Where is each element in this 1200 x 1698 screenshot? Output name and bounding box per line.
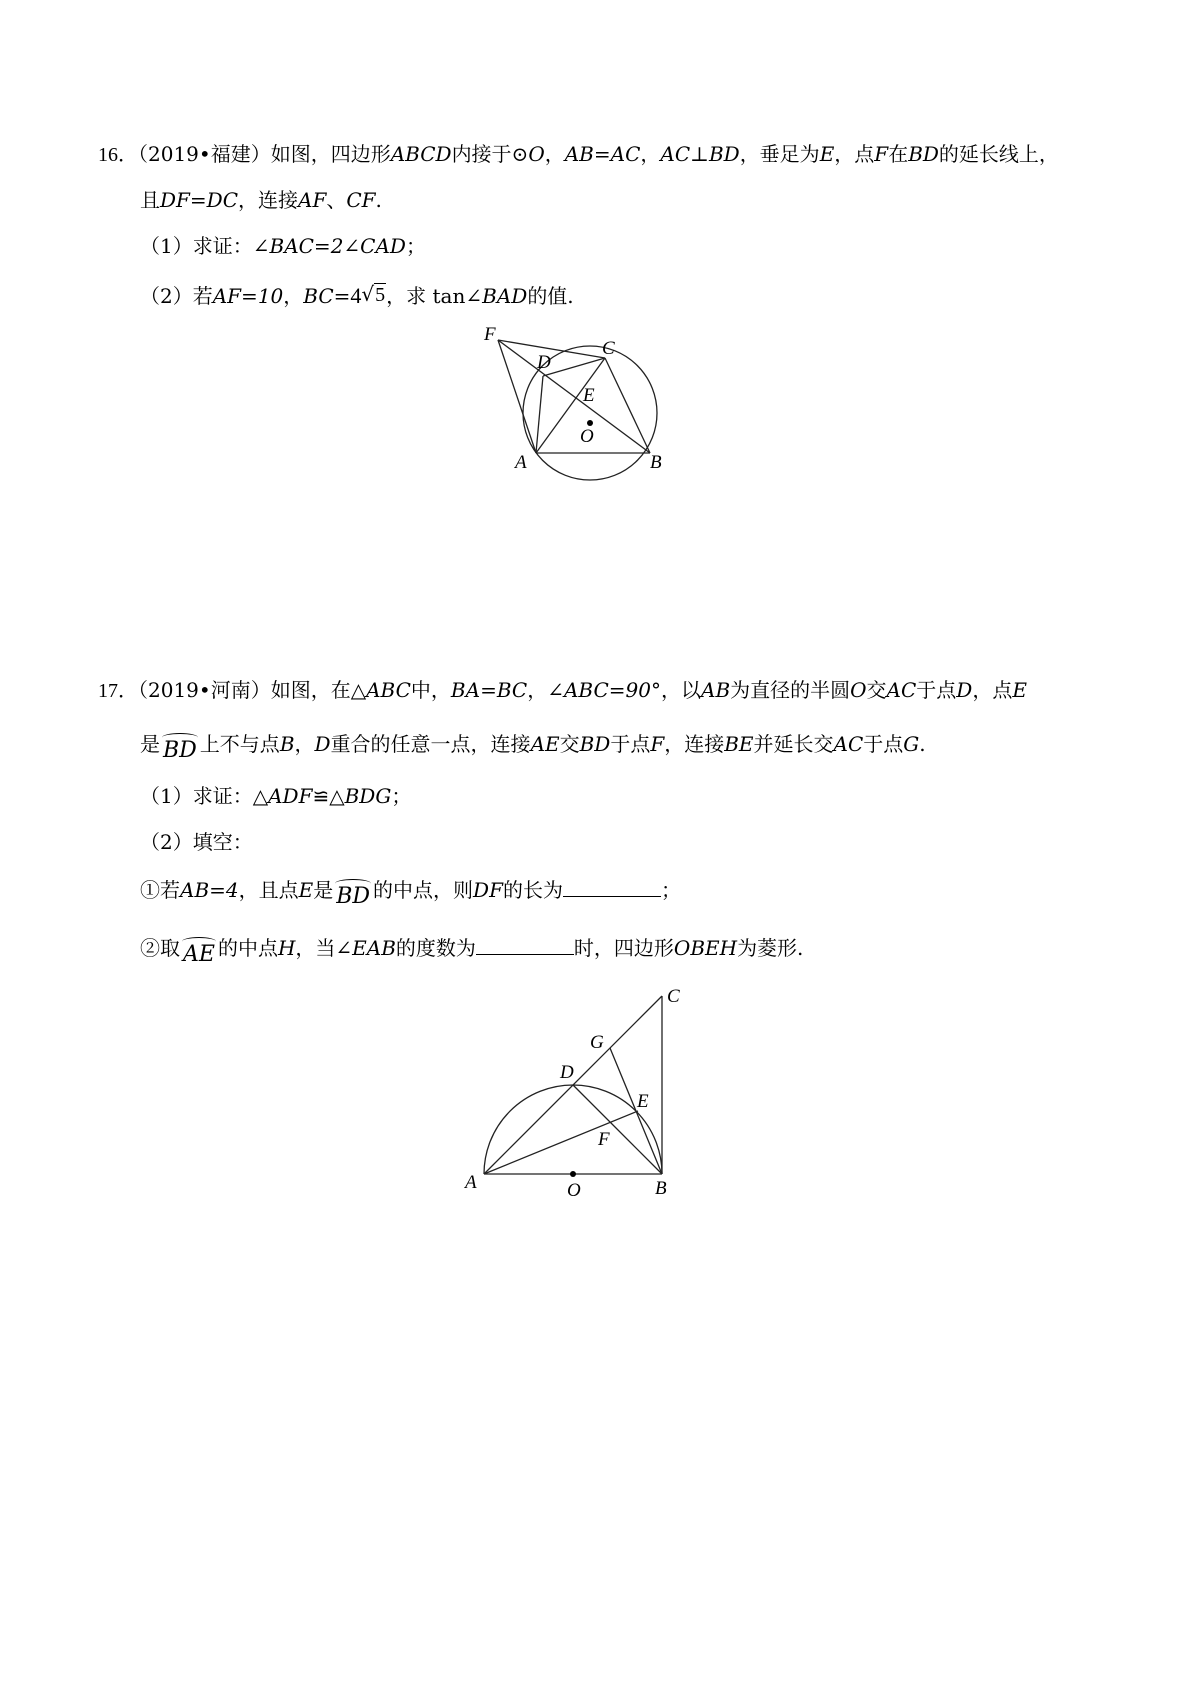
label-c: C bbox=[667, 986, 680, 1007]
q17-sub1-arc-bd: BD bbox=[333, 883, 373, 911]
q17-text: ，点 bbox=[972, 678, 1013, 702]
q16-part1-expr: ∠BAC=2∠CAD bbox=[252, 234, 406, 258]
q16-text: ， bbox=[544, 142, 565, 166]
q16-cond1: AB=AC bbox=[564, 142, 641, 166]
q17-seg-ae: AE bbox=[530, 732, 560, 756]
q17-text: 于点 bbox=[863, 732, 904, 756]
q16-cond3: DF=DC bbox=[160, 188, 239, 212]
q17-arc-bd: BD bbox=[160, 737, 200, 765]
label-e: E bbox=[583, 385, 595, 406]
q17-text: . bbox=[919, 732, 926, 756]
q16-part2-label: （2）若 bbox=[140, 284, 213, 308]
q17-part-2 bbox=[140, 828, 253, 856]
q16-seg-cf: CF bbox=[346, 188, 376, 212]
q17-seg-be: BE bbox=[724, 732, 754, 756]
q16-point-f: F bbox=[874, 142, 889, 166]
q17-text: 的中点 bbox=[217, 936, 278, 960]
q17-sub1-e: E bbox=[298, 878, 314, 902]
q17-text: 是 bbox=[140, 732, 160, 756]
label-f: F bbox=[484, 324, 496, 345]
q17-point-f: F bbox=[650, 732, 665, 756]
q17-text: ， bbox=[294, 732, 315, 756]
q16-cond2: AC⊥BD bbox=[660, 142, 740, 166]
q17-text: ，∠ bbox=[527, 678, 564, 702]
q17-semicircle: O bbox=[850, 678, 867, 702]
q17-text: 的中点，则 bbox=[373, 878, 474, 902]
q16-text: 的延长线上， bbox=[938, 142, 1059, 166]
q17-seg-bd: BD bbox=[579, 732, 611, 756]
q17-line-ac: AC bbox=[886, 678, 917, 702]
q17-line-1 bbox=[98, 676, 1027, 705]
q17-text: 是 bbox=[313, 878, 334, 902]
label-d: D bbox=[560, 1062, 574, 1083]
arc-mark-icon bbox=[182, 937, 216, 946]
q17-text: 于点 bbox=[610, 732, 651, 756]
segment-ad bbox=[536, 376, 543, 453]
q17-text: 中， bbox=[410, 678, 451, 702]
segment-fc bbox=[498, 340, 605, 358]
q16-part2-angle: BAD bbox=[482, 284, 528, 308]
q16-text: 在 bbox=[888, 142, 909, 166]
q17-part-1 bbox=[140, 782, 411, 810]
q17-text: ，当∠ bbox=[295, 936, 353, 960]
segment-fa bbox=[498, 340, 536, 453]
q16-text: 、 bbox=[326, 188, 347, 212]
q17-point-g: G bbox=[903, 732, 920, 756]
q17-text: 为直径的半圆 bbox=[730, 678, 851, 702]
q16-part2-af: AF=10 bbox=[212, 284, 284, 308]
q17-text: 上不与点 bbox=[199, 732, 280, 756]
q17-sub2-eab: EAB bbox=[352, 936, 396, 960]
q17-text: 于点 bbox=[916, 678, 957, 702]
label-b: B bbox=[655, 1178, 667, 1199]
q16-text: ，求 tan∠ bbox=[386, 284, 483, 308]
center-o-dot bbox=[570, 1171, 576, 1177]
q17-text: 如图，在△ bbox=[270, 678, 367, 702]
segment-gb bbox=[610, 1048, 662, 1174]
q17-line-2 bbox=[140, 730, 926, 763]
q16-text: ， bbox=[640, 142, 661, 166]
label-b: B bbox=[650, 452, 662, 473]
q16-line-2 bbox=[140, 186, 382, 214]
q17-cond2: ABC=90° bbox=[563, 678, 661, 702]
segment-db bbox=[573, 1085, 662, 1174]
q17-point-b: B bbox=[279, 732, 295, 756]
q17-text: 为菱形. bbox=[737, 936, 804, 960]
q17-text: ①若 bbox=[140, 878, 180, 902]
q16-foot: E bbox=[819, 142, 835, 166]
q17-text: ≌△ bbox=[312, 784, 345, 808]
q16-figure bbox=[470, 318, 710, 538]
q17-part2-label: （2）填空： bbox=[140, 830, 253, 854]
q17-sub2-obeh: OBEH bbox=[673, 936, 738, 960]
label-f: F bbox=[598, 1129, 610, 1150]
q17-point-d: D bbox=[956, 678, 973, 702]
q17-text: ； bbox=[660, 878, 681, 902]
q17-part1-t1: ADF bbox=[268, 784, 313, 808]
q16-part2-bc: BC= bbox=[303, 284, 351, 308]
q17-source: （2019•河南） bbox=[138, 678, 271, 702]
q16-text: ，连接 bbox=[238, 188, 299, 212]
q16-text: ，垂足为 bbox=[739, 142, 820, 166]
answer-blank-1[interactable] bbox=[563, 876, 661, 897]
q16-seg-af: AF bbox=[298, 188, 327, 212]
q17-sub2-h: H bbox=[277, 936, 296, 960]
q17-text: ，且点 bbox=[238, 878, 299, 902]
q17-cond1: BA=BC bbox=[450, 678, 528, 702]
label-a: A bbox=[465, 1172, 477, 1193]
arc-mark-icon bbox=[335, 879, 371, 888]
q17-part1-label: （1）求证：△ bbox=[140, 784, 269, 808]
q16-source: （2019•福建） bbox=[138, 142, 271, 166]
q17-text: 交 bbox=[866, 678, 887, 702]
q17-text: ，以 bbox=[661, 678, 701, 702]
q17-text: 交 bbox=[559, 732, 580, 756]
q17-text: ； bbox=[391, 784, 412, 808]
q16-part1-label: （1）求证： bbox=[140, 234, 253, 258]
label-o: O bbox=[567, 1180, 581, 1201]
label-o: O bbox=[580, 426, 594, 447]
q17-text: 重合的任意一点，连接 bbox=[330, 732, 531, 756]
q17-figure bbox=[460, 978, 700, 1208]
q17-diameter: AB bbox=[701, 678, 731, 702]
q17-sub1-ab: AB=4 bbox=[180, 878, 239, 902]
q16-line-1 bbox=[98, 140, 1059, 169]
q16-text: 的值. bbox=[527, 284, 574, 308]
semicircle-o bbox=[484, 1085, 662, 1174]
q17-text: 的长为 bbox=[502, 878, 563, 902]
q17-sub-1 bbox=[140, 876, 681, 909]
q16-text: ，点 bbox=[834, 142, 875, 166]
q16-circle-name: O bbox=[528, 142, 545, 166]
q16-text: ， bbox=[283, 284, 304, 308]
q16-line-bd: BD bbox=[908, 142, 939, 166]
q16-text: ； bbox=[405, 234, 426, 258]
q17-text: 时，四边形 bbox=[573, 936, 674, 960]
q17-seg-ac: AC bbox=[833, 732, 864, 756]
q17-text: 的度数为 bbox=[395, 936, 476, 960]
arc-mark-icon bbox=[162, 733, 198, 742]
segment-ae bbox=[484, 1111, 638, 1174]
q17-part1-t2: BDG bbox=[344, 784, 392, 808]
q16-part-2 bbox=[140, 282, 574, 311]
q16-part-1 bbox=[140, 232, 426, 260]
label-g: G bbox=[590, 1032, 604, 1053]
q16-text: 且 bbox=[140, 188, 160, 212]
q17-text: 并延长交 bbox=[753, 732, 834, 756]
label-d: D bbox=[537, 352, 551, 373]
q17-text: ，连接 bbox=[664, 732, 725, 756]
q17-sub-2 bbox=[140, 934, 804, 967]
segment-dc bbox=[543, 358, 605, 376]
q16-text: 内接于⊙ bbox=[451, 142, 529, 166]
q16-number: 16． bbox=[98, 144, 138, 166]
q17-point-e: E bbox=[1012, 678, 1027, 702]
q17-sub1-df: DF bbox=[473, 878, 503, 902]
label-c: C bbox=[602, 338, 615, 359]
q16-quad: ABCD bbox=[390, 142, 452, 166]
q17-number: 17． bbox=[98, 680, 138, 702]
answer-blank-2[interactable] bbox=[476, 934, 574, 955]
label-e: E bbox=[637, 1091, 649, 1112]
q17-point-d2: D bbox=[314, 732, 331, 756]
q16-part2-coef: 4 bbox=[350, 283, 362, 308]
q17-text: ②取 bbox=[140, 936, 180, 960]
label-a: A bbox=[515, 452, 527, 473]
q17-sub2-arc-ae: AE bbox=[180, 941, 218, 969]
q16-text: . bbox=[375, 188, 382, 212]
sqrt-symbol: √5 bbox=[361, 282, 386, 306]
q17-triangle: ABC bbox=[366, 678, 411, 702]
q16-text: 如图，四边形 bbox=[270, 142, 391, 166]
q16-part2-radicand: 5 bbox=[375, 284, 386, 306]
